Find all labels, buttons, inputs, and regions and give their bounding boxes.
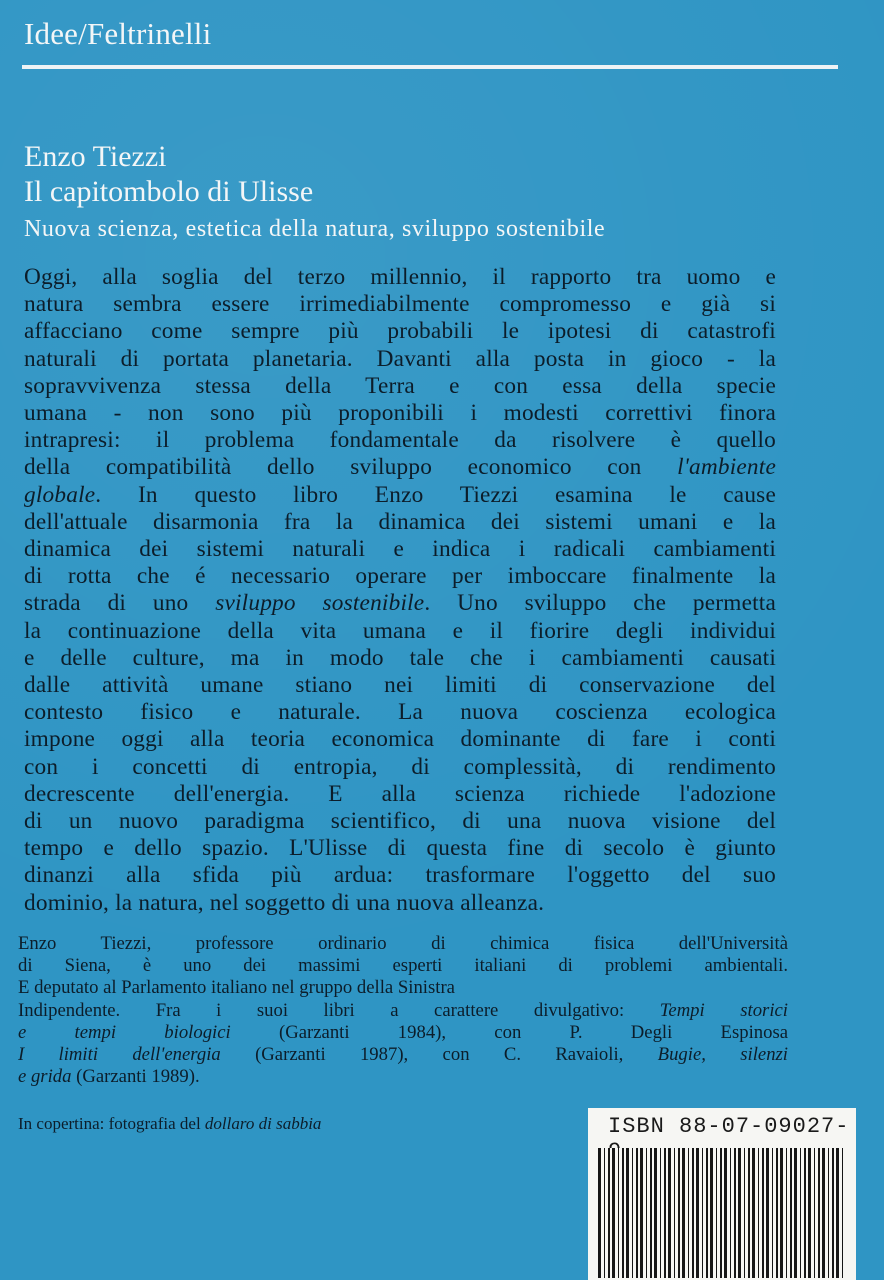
blurb-line: natura sembra essere irrimediabilmente compromesso e già si xyxy=(24,291,776,318)
bio-italic: e tempi biologici xyxy=(18,1021,231,1043)
bio-italic: Bugie, silenzi xyxy=(657,1044,789,1066)
blurb-fragment: della compatibilità dello sviluppo economico con xyxy=(24,454,642,481)
barcode-icon xyxy=(598,1148,846,1278)
blurb-line: contesto fisico e naturale. La nuova coscienza ecologica xyxy=(24,699,776,726)
isbn-barcode-label xyxy=(588,1108,856,1280)
header-divider xyxy=(22,65,838,69)
blurb-italic: sviluppo sostenibile xyxy=(215,590,425,617)
cover-credit-prefix: In copertina: fotografia del xyxy=(18,1114,201,1133)
bio-fragment: (Garzanti 1987), con C. Ravaioli, xyxy=(255,1044,624,1066)
blurb-line: sopravvivenza stessa della Terra e con essa della specie xyxy=(24,372,776,399)
blurb-line: dominio, la natura, nel soggetto di una nuova alleanza. xyxy=(24,889,545,916)
blurb-line: impone oggi alla teoria economica dominante di fare i conti xyxy=(24,726,776,753)
series-name: Idee/Feltrinelli xyxy=(24,16,212,51)
bio-line: Enzo Tiezzi, professore ordinario di chimica fisica dell'Università xyxy=(18,933,788,954)
blurb-line: dalle attività umane stiano nei limiti di conservazione del xyxy=(24,672,776,699)
isbn-number: ISBN 88-07-09027- xyxy=(608,1114,850,1139)
blurb-line: di un nuovo paradigma scientifico, di una nuova visione del xyxy=(24,808,776,835)
blurb-line xyxy=(24,590,776,617)
bio-italic: I limiti dell'energia xyxy=(18,1044,221,1066)
blurb-line: dinanzi alla sfida più ardua: trasformare l'oggetto del suo xyxy=(24,862,776,889)
book-title: Il capitombolo di Ulisse xyxy=(24,175,314,208)
bio-line xyxy=(18,1022,788,1044)
book-subtitle: Nuova scienza, estetica della natura, sviluppo sostenibile xyxy=(24,216,606,242)
blurb-line: tempo e dello spazio. L'Ulisse di questa fine di secolo è giunto xyxy=(24,835,776,862)
bio-fragment: (Garzanti 1989). xyxy=(76,1066,200,1088)
blurb-line xyxy=(24,482,776,509)
blurb-fragment: . Uno sviluppo che permetta xyxy=(424,590,776,617)
blurb-italic: globale xyxy=(24,481,96,508)
bio-line xyxy=(18,1000,788,1022)
blurb-line xyxy=(24,454,776,481)
blurb-line: umana - non sono più proponibili i modesti correttivi finora xyxy=(24,400,776,427)
blurb-line: con i concetti di entropia, di complessità, di rendimento xyxy=(24,753,776,780)
blurb-line: affacciano come sempre più probabili le ipotesi di catastrofi xyxy=(24,318,776,345)
blurb-line: dinamica dei sistemi naturali e indica i radicali cambiamenti xyxy=(24,536,776,563)
blurb-line: la continuazione della vita umana e il fiorire degli individui xyxy=(24,617,776,644)
bio-fragment: Indipendente. Fra i suoi libri a carattere divulgativo: xyxy=(18,999,625,1021)
bio-fragment: (Garzanti 1984), con P. Degli Espinosa xyxy=(279,1021,789,1043)
blurb-line: intrapresi: il problema fondamentale da risolvere è quello xyxy=(24,427,776,454)
cover-credit-italic: dollaro di sabbia xyxy=(204,1114,322,1133)
blurb-italic: l'ambiente xyxy=(677,454,776,481)
blurb-line: e delle culture, ma in modo tale che i cambiamenti causati xyxy=(24,644,776,671)
blurb-line: Oggi, alla soglia del terzo millennio, il rapporto tra uomo e xyxy=(24,264,776,290)
blurb-fragment: . In questo libro Enzo Tiezzi esamina le cause xyxy=(95,481,776,508)
bio-line: di Siena, è uno dei massimi esperti italiani di problemi ambientali. xyxy=(18,955,788,977)
blurb-fragment: strada di uno xyxy=(24,590,189,617)
bio-line xyxy=(18,1066,788,1088)
cover-credit xyxy=(18,1114,321,1134)
bio-italic: e grida xyxy=(18,1066,72,1088)
bio-line xyxy=(18,1044,788,1066)
bio-line: E deputato al Parlamento italiano nel gruppo della Sinistra xyxy=(18,977,455,999)
author-bio xyxy=(18,933,788,1088)
blurb-line: naturali di portata planetaria. Davanti alla posta in gioco - la xyxy=(24,345,776,372)
blurb-line: decrescente dell'energia. E alla scienza richiede l'adozione xyxy=(24,780,776,807)
blurb-line: dell'attuale disarmonia fra la dinamica dei sistemi umani e la xyxy=(24,508,776,535)
blurb-line: di rotta che é necessario operare per imboccare finalmente la xyxy=(24,563,776,590)
author-name: Enzo Tiezzi xyxy=(24,140,167,173)
blurb-text xyxy=(24,264,776,917)
bio-italic: Tempi storici xyxy=(659,999,789,1021)
